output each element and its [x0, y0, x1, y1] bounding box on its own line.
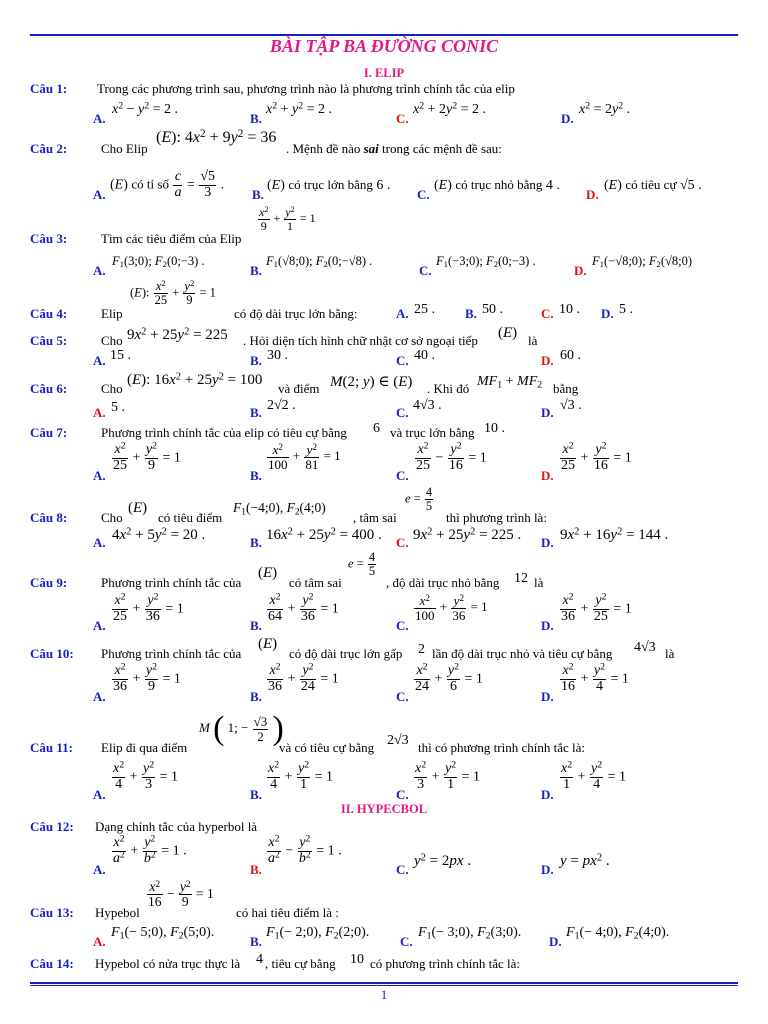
option-b-label: B.: [250, 111, 262, 126]
ellipse-symbol: (E): [258, 636, 278, 652]
option-b-label: B.: [250, 263, 262, 278]
question-text: lần độ dài trục nhỏ và tiêu cự bằng: [432, 646, 613, 661]
option-a-math: $F_1(3;0)$; $F_2(0;-3)$ .: [112, 254, 205, 270]
question-text: thì có phương trình chính tắc là:: [418, 740, 585, 755]
bottom-rule-thin: [30, 985, 738, 986]
option-d-label: D.: [541, 787, 554, 802]
option-d-math: 5 .: [619, 302, 633, 317]
option-c-math: $F_1(-3;0)$; $F_2(0;-3)$ .: [436, 254, 536, 270]
option-a-math: $\frac{x^2}{4}$ + $\frac{y^2}{3}$ = 1: [113, 759, 179, 792]
option-c-label: C.: [396, 787, 409, 802]
option-c-math: $y^2 = 2px$ .: [414, 852, 472, 869]
option-b-label: B.: [465, 306, 477, 321]
option-c-math: 4√3 .: [413, 398, 442, 413]
option-d-label: D.: [541, 618, 554, 633]
option-text: có tiêu cự: [625, 177, 677, 192]
option-c-label: C.: [396, 689, 409, 704]
option-a-label: A.: [93, 468, 106, 483]
bottom-rule: [30, 982, 738, 984]
option-b-math: 2√2 .: [267, 398, 296, 413]
option-a-label: A.: [93, 862, 106, 877]
value-four: 4: [256, 952, 263, 967]
question-text: Trong các phương trình sau, phương trình nào là phương trình chính tắc của elip: [97, 81, 515, 96]
question-text: có độ dài trục lớn bằng:: [234, 306, 358, 321]
option-b-math: 30 .: [267, 348, 288, 363]
question-text: Cho: [101, 510, 123, 525]
option-c-math: $\frac{x^2}{3}$ + $\frac{y^2}{1}$ = 1: [415, 759, 481, 792]
option-b-label: B.: [250, 353, 262, 368]
option-c-math: $9x^2 + 25y^2 = 225$ .: [413, 526, 522, 543]
question-text: Tìm các tiêu điểm của Elip: [101, 231, 242, 246]
option-d-math: 60 .: [560, 348, 581, 363]
question-text: Cho: [101, 381, 123, 396]
option-c-label: C.: [400, 934, 413, 949]
option-text: có tỉ số: [131, 176, 169, 192]
value-ten: 10 .: [484, 421, 505, 436]
option-c-math: (E) có trục nhỏ bằng 4 .: [434, 177, 560, 193]
option-b-math: 50 .: [482, 302, 503, 317]
focal-length: 4√3: [634, 640, 656, 655]
section-heading-hyperbola: II. HYPECBOL: [340, 802, 428, 816]
question-text: Hypebol: [95, 905, 140, 920]
option-a-label: A.: [93, 111, 106, 126]
ellipse-equation: $9x^2 + 25y^2 = 225$: [127, 326, 228, 343]
option-d-label: D.: [541, 535, 554, 550]
section-heading-elip: I. ELIP: [363, 66, 405, 80]
question-label: Câu 11:: [30, 740, 73, 755]
option-text: có trục nhỏ bằng: [455, 177, 543, 192]
foci: $F_1(-4;0)$, $F_2(4;0)$: [233, 500, 326, 518]
value-twelve: 12: [514, 571, 528, 586]
option-d-label: D.: [561, 111, 574, 126]
option-d-math: $y = px^2$ .: [560, 852, 610, 869]
question-label: Câu 2:: [30, 141, 68, 156]
ellipse-equation: $\frac{x^2}{9}$ + $\frac{y^2}{1}$ = 1: [259, 205, 316, 233]
question-text-part: trong các mệnh đề sau:: [382, 141, 502, 156]
option-d-label: D.: [541, 862, 554, 877]
option-c-label: C.: [396, 535, 409, 550]
option-a-math: 25 .: [414, 302, 435, 317]
eccentricity: e = $\frac{4}{5}$: [405, 485, 433, 514]
option-b-math: $16x^2 + 25y^2 = 400$ .: [266, 526, 382, 543]
question-text: Phương trình chính tắc của: [101, 575, 242, 590]
option-b-math: $\frac{x^2}{a^2}$ − $\frac{y^2}{b^2}$ = 1 .: [268, 833, 342, 866]
option-a-label: A.: [93, 405, 106, 420]
ellipse-symbol: (E): [498, 325, 518, 341]
point-m: M(2; y) ∈ (E): [330, 374, 413, 390]
option-d-math: $F_1(-√8;0)$; $F_2(√8;0)$: [592, 254, 693, 270]
option-d-label: D.: [541, 405, 554, 420]
option-c-math: $F_1(-$ 3;0), $F_2(3;0)$.: [418, 925, 522, 942]
option-a-label: A.: [93, 353, 106, 368]
option-d-label: D.: [549, 934, 562, 949]
option-a-math: (E) có tỉ số $\frac{c}{a}$ = $\frac{√5}{3}$ .: [110, 169, 225, 200]
option-b-math: (E) có trục lớn bằng 6 .: [267, 177, 391, 193]
option-c-math: 10 .: [559, 302, 580, 317]
option-a-math: $x^2 - y^2 = 2$ .: [112, 100, 179, 117]
option-b-label: B.: [250, 787, 262, 802]
question-text: Elip đi qua điểm: [101, 740, 188, 755]
option-b-math: $x^2 + y^2 = 2$ .: [266, 100, 333, 117]
option-b-label: B.: [250, 862, 262, 877]
option-a-math: $\frac{x^2}{36}$ + $\frac{y^2}{9}$ = 1: [113, 661, 181, 694]
question-label: Câu 3:: [30, 231, 68, 246]
page-number: 1: [380, 987, 388, 1002]
value-ten: 10: [350, 952, 364, 967]
question-text: Dạng chính tắc của hyperbol là: [95, 819, 258, 834]
option-a-label: A.: [93, 187, 106, 202]
focal-sum: $MF_1 + MF_2$: [477, 374, 543, 391]
question-text: là: [528, 333, 538, 348]
option-d-math: $\frac{x^2}{36}$ + $\frac{y^2}{25}$ = 1: [561, 591, 632, 624]
option-a-math: $\frac{x^2}{25}$ + $\frac{y^2}{9}$ = 1: [113, 440, 181, 473]
option-c-math: $\frac{x^2}{100}$ + $\frac{y^2}{36}$ = 1: [415, 592, 488, 623]
option-c-math: $\frac{x^2}{24}$ + $\frac{y^2}{6}$ = 1: [415, 661, 483, 694]
question-text: và điểm: [278, 381, 320, 396]
question-label: Câu 5:: [30, 333, 68, 348]
question-text: có hai tiêu điểm là :: [236, 905, 339, 920]
option-d-math: $\frac{x^2}{1}$ + $\frac{y^2}{4}$ = 1: [561, 759, 627, 792]
question-text: [286, 141, 502, 157]
option-b-math: $\frac{x^2}{36}$ + $\frac{y^2}{24}$ = 1: [268, 661, 339, 694]
option-a-math: $\frac{x^2}{25}$ + $\frac{y^2}{36}$ = 1: [113, 591, 184, 624]
question-text: . Khi đó: [427, 381, 470, 396]
option-d-math: (E) có tiêu cự √5 .: [604, 177, 702, 193]
option-b-math: $F_1(√8;0)$; $F_2(0;-√8)$ .: [266, 254, 373, 270]
question-text: có tiêu điểm: [158, 510, 223, 525]
page-title: BÀI TẬP BA ĐƯỜNG CONIC: [269, 36, 499, 56]
option-a-label: A.: [93, 618, 106, 633]
question-label: Câu 4:: [30, 306, 68, 321]
option-d-math: $x^2 = 2y^2$ .: [579, 100, 631, 117]
option-d-math: $\frac{x^2}{16}$ + $\frac{y^2}{4}$ = 1: [561, 661, 629, 694]
question-label: Câu 13:: [30, 905, 74, 920]
option-b-math: $\frac{x^2}{64}$ + $\frac{y^2}{36}$ = 1: [268, 591, 339, 624]
option-a-label: A.: [93, 787, 106, 802]
eccentricity: e = $\frac{4}{5}$: [348, 550, 376, 579]
question-label: Câu 6:: [30, 381, 68, 396]
option-c-math: $\frac{x^2}{25}$ − $\frac{y^2}{16}$ = 1: [416, 440, 487, 473]
question-label: Câu 7:: [30, 425, 68, 440]
option-d-math: $9x^2 + 16y^2 = 144$ .: [560, 526, 669, 543]
option-d-label: D.: [541, 689, 554, 704]
ellipse-equation: (E): $4x^2 + 9y^2 = 36$: [156, 127, 277, 146]
option-c-label: C.: [396, 862, 409, 877]
option-c-label: C.: [541, 306, 554, 321]
option-a-math: $\frac{x^2}{a^2}$ + $\frac{y^2}{b^2}$ = 1 .: [113, 833, 187, 866]
option-d-label: D.: [541, 353, 554, 368]
question-text-part: . Mệnh đề nào: [286, 141, 361, 156]
option-b-label: B.: [250, 618, 262, 633]
option-d-math: $F_1(-$ 4;0), $F_2(4;0)$.: [566, 925, 670, 942]
option-a-math: $F_1(-$ 5;0), $F_2(5;0)$.: [111, 925, 215, 942]
question-text: Phương trình chính tắc của: [101, 646, 242, 661]
option-c-label: C.: [396, 405, 409, 420]
option-b-math: $\frac{x^2}{100}$ + $\frac{y^2}{81}$ = 1: [268, 441, 341, 472]
option-a-label: A.: [396, 306, 409, 321]
option-d-label: D.: [541, 468, 554, 483]
option-b-label: B.: [250, 468, 262, 483]
option-d-math: √3 .: [560, 398, 582, 413]
question-text: Cho: [101, 333, 123, 348]
option-a-label: A.: [93, 689, 106, 704]
option-a-label: A.: [93, 535, 106, 550]
question-text: , tiêu cự bằng: [265, 956, 336, 971]
ellipse-equation: (E): $\frac{x^2}{25}$ + $\frac{y^2}{9}$ = 1: [130, 278, 216, 308]
question-text: là: [665, 646, 675, 661]
option-a-label: A.: [93, 934, 106, 949]
value-two: 2: [418, 642, 425, 657]
question-text: và có tiêu cự bằng: [279, 740, 375, 755]
question-text: Phương trình chính tắc của elip có tiêu cự bằng: [101, 425, 347, 440]
option-b-label: B.: [252, 187, 264, 202]
question-text: , độ dài trục nhỏ bằng: [386, 575, 500, 590]
question-label: Câu 8:: [30, 510, 68, 525]
question-label: Câu 14:: [30, 956, 74, 971]
question-text: có phương trình chính tắc là:: [370, 956, 521, 971]
option-d-label: D.: [601, 306, 614, 321]
option-d-label: D.: [574, 263, 587, 278]
question-text: bằng: [553, 381, 579, 396]
option-c-label: C.: [396, 353, 409, 368]
option-d-math: $\frac{x^2}{25}$ + $\frac{y^2}{16}$ = 1: [561, 440, 632, 473]
question-text: có tâm sai: [289, 575, 342, 590]
option-c-label: C.: [396, 618, 409, 633]
option-b-label: B.: [250, 405, 262, 420]
question-text: Elip: [101, 306, 123, 321]
question-text: là: [534, 575, 544, 590]
option-c-label: C.: [419, 263, 432, 278]
option-b-math: $F_1(-$ 2;0), $F_2(2;0)$.: [266, 925, 370, 942]
question-label: Câu 1:: [30, 81, 68, 96]
question-text: . Hỏi diện tích hình chữ nhật cơ sở ngoại tiếp: [243, 333, 478, 348]
question-text: Hypebol có nửa trục thực là: [95, 956, 241, 971]
question-label: Câu 10:: [30, 646, 74, 661]
option-a-math: 5 .: [111, 400, 125, 415]
value-six: 6: [373, 421, 380, 436]
option-b-label: B.: [250, 535, 262, 550]
option-a-math: $4x^2 + 5y^2 = 20$ .: [112, 526, 206, 543]
question-emphasis: sai: [363, 141, 379, 156]
option-c-label: C.: [396, 111, 409, 126]
option-a-math: 15 .: [110, 348, 131, 363]
question-label: Câu 9:: [30, 575, 68, 590]
point-m: M ( 1; − $\frac{√3}{2}$ ): [199, 710, 284, 747]
option-b-label: B.: [250, 689, 262, 704]
hyperbola-equation: $\frac{x^2}{16}$ − $\frac{y^2}{9}$ = 1: [148, 879, 214, 910]
focal-length: 2√3: [387, 733, 409, 748]
question-label: Câu 12:: [30, 819, 74, 834]
option-c-math: 40 .: [414, 348, 435, 363]
option-c-label: C.: [396, 468, 409, 483]
ellipse-equation: (E): $16x^2 + 25y^2 = 100$: [127, 371, 263, 388]
option-c-label: C.: [417, 187, 430, 202]
ellipse-symbol: (E): [128, 500, 148, 516]
question-text: Cho Elip: [101, 141, 148, 156]
option-b-label: B.: [250, 934, 262, 949]
option-text: có trục lớn bằng: [288, 177, 373, 192]
question-text: thì phương trình là:: [446, 510, 547, 525]
question-text: có độ dài trục lớn gấp: [289, 646, 403, 661]
option-a-label: A.: [93, 263, 106, 278]
question-text: và trục lớn bằng: [390, 425, 475, 440]
question-text: , tâm sai: [353, 510, 397, 525]
option-b-math: $\frac{x^2}{4}$ + $\frac{y^2}{1}$ = 1: [268, 759, 334, 792]
ellipse-symbol: (E): [258, 565, 278, 581]
option-c-math: $x^2 + 2y^2 = 2$ .: [413, 100, 487, 117]
option-d-label: D.: [586, 187, 599, 202]
